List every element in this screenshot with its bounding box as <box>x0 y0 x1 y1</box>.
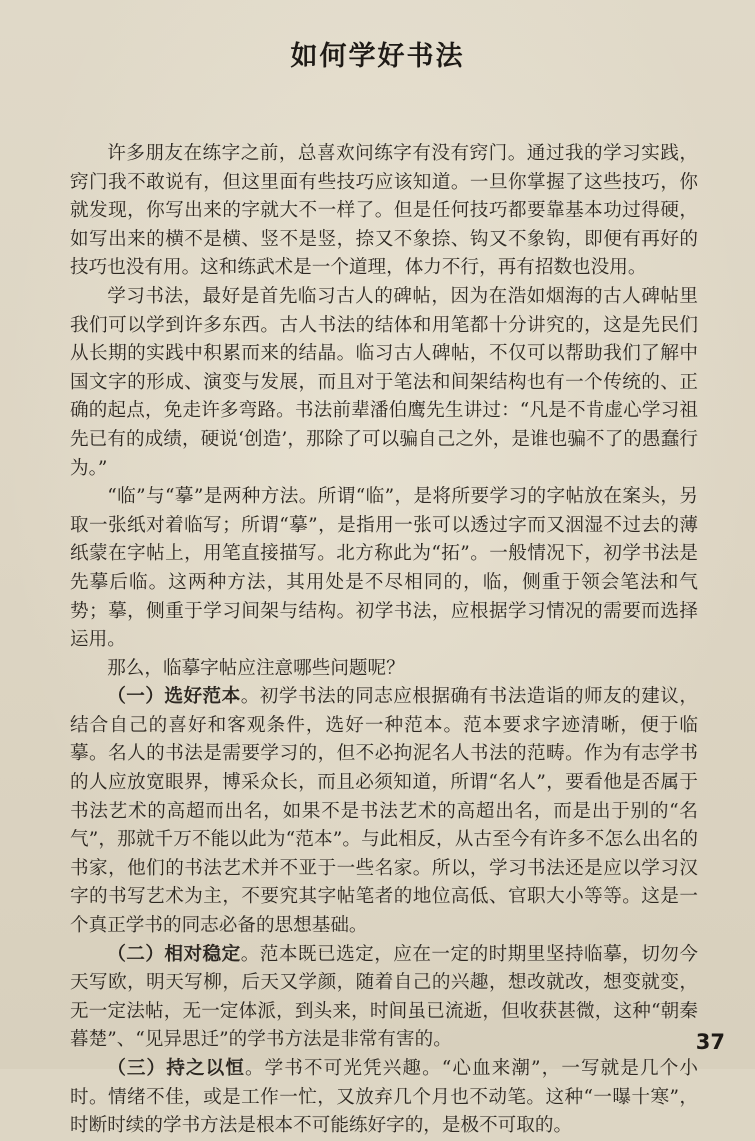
article-body <box>70 140 698 1141</box>
paragraph-question: 那么，临摹字帖应注意哪些问题呢？ <box>107 657 405 679</box>
paragraph-point-two <box>70 941 698 1055</box>
article-title: 如何学好书法 <box>290 41 465 72</box>
point-two-text: 。范本既已选定，应在一定的时期里坚持临摹，切勿今天写欧，明天写柳，后天又学颜，随着自己的兴趣，想改就改，想变就变，无一定法帖，无一定体派，到头来，时间虽已流逝，但收获甚微，这种“朝秦暮楚”、“见异思迁”的学书方法是非常有害的。 <box>70 943 698 1051</box>
point-one-text: 。初学书法的同志应根据确有书法造诣的师友的建议，结合自己的喜好和客观条件，选好一种范本。范本要求字迹清晰，便于临摹。名人的书法是需要学习的，但不必拘泥名人书法的范畴。作为有志学书的人应放宽眼界，博采众长，而且必须知道，所谓“名人”，要看他是否属于书法艺术的高超而出名，如果不是书法艺术的高超出名，而是出于别的“名气”，那就千万不能以此为“范本”。与此相反，从古至今有许多不怎么出名的书家，他们的书法艺术并不亚于一些名家。所以，学习书法还是应以学习汉字的书写艺术为主，不要究其字帖笔者的地位高低、官职大小等等。这是一个真正学书的同志必备的思想基础。 <box>70 686 698 937</box>
point-one-heading: （一）选好范本 <box>107 686 241 708</box>
paragraph-intro: 许多朋友在练字之前，总喜欢问练字有没有窍门。通过我的学习实践，窍门我不敢说有，但这里面有些技巧应该知道。一旦你掌握了这些技巧，你就发现，你写出来的字就大不一样了。但是任何技巧都要靠基本功过得硬，如写出来的横不是横、竖不是竖，捺又不象捺、钩又不象钩，即便有再好的技巧也没有用。这和练武术是一个道理，体力不行，再有招数也没用。 <box>70 143 698 279</box>
paragraph-point-three <box>70 1055 698 1141</box>
paragraph-point-one <box>70 683 698 940</box>
page-number: 37 <box>695 1030 725 1054</box>
point-two-heading: （二）相对稳定 <box>107 943 241 965</box>
point-three-text: 。学书不可光凭兴趣。“心血来潮”，一写就是几个小时。情绪不佳，或是工作一忙，又放弃几个月也不动笔。这种“一曝十寒”，时断时续的学书方法是根本不可能练好字的，是极不可取的。 <box>70 1058 698 1137</box>
paragraph-lin-mo-methods: “临”与“摹”是两种方法。所谓“临”，是将所要学习的字帖放在案头，另取一张纸对着临写；所谓“摹”，是指用一张可以透过字而又洇湿不过去的薄纸蒙在字帖上，用笔直接描写。北方称此为“拓”。一般情况下，初学书法是先摹后临。这两种方法，其用处是不尽相同的，临，侧重于领会笔法和气势；摹，侧重于学习间架与结构。初学书法，应根据学习情况的需要而选择运用。 <box>70 486 698 651</box>
point-three-heading: （三）持之以恒 <box>107 1058 245 1079</box>
paragraph-copy-classics: 学习书法，最好是首先临习古人的碑帖，因为在浩如烟海的古人碑帖里我们可以学到许多东西。古人书法的结体和用笔都十分讲究的，这是先民们从长期的实践中积累而来的结晶。临习古人碑帖，不仅可以帮助我们了解中国文字的形成、演变与发展，而且对于笔法和间架结构也有一个传统的、正确的起点，免走许多弯路。书法前辈潘伯鹰先生讲过：“凡是不肯虚心学习祖先已有的成绩，硬说‘创造’，那除了可以骗自己之外，是谁也骗不了的愚蠢行为。” <box>70 285 698 479</box>
